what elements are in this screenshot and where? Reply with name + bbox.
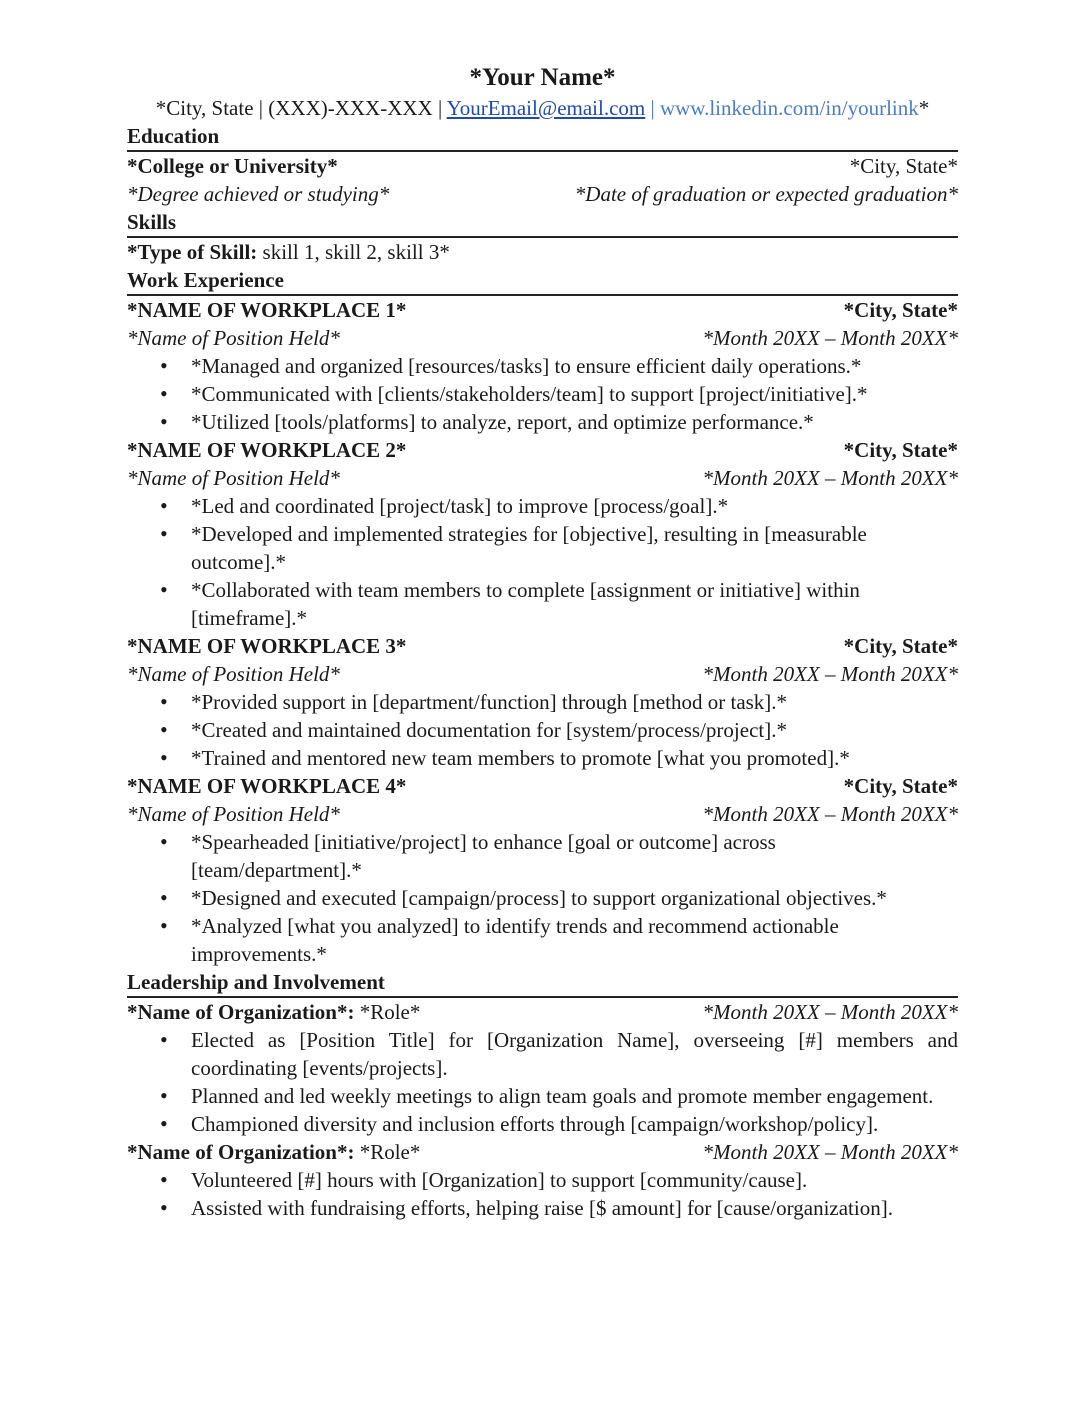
position-title: *Name of Position Held* [127, 466, 340, 490]
workplace-name: *NAME OF WORKPLACE 3* [127, 634, 407, 658]
bullet-item: • *Created and maintained documentation for [system/process/project].* [127, 716, 958, 744]
bullet-item: • Assisted with fundraising efforts, helping raise [$ amount] for [cause/organization]. [127, 1194, 958, 1222]
job-header-row [127, 296, 958, 324]
position-dates: *Month 20XX – Month 20XX* [702, 466, 958, 490]
workplace-name: *NAME OF WORKPLACE 2* [127, 438, 407, 462]
bullet-item: • *Led and coordinated [project/task] to improve [process/goal].* [127, 492, 887, 520]
skill-list: skill 1, skill 2, skill 3* [257, 240, 450, 264]
section-title-skills: Skills [127, 208, 958, 238]
org-role: *Role* [354, 1140, 421, 1164]
contact-separator: | [645, 96, 660, 120]
linkedin-link[interactable]: www.linkedin.com/in/yourlink [659, 96, 919, 120]
job-header-row [127, 772, 958, 800]
skills-row [127, 238, 958, 266]
job-header-row [127, 436, 958, 464]
workplace-location: *City, State* [843, 774, 958, 798]
workplace-location: *City, State* [843, 634, 958, 658]
contact-location-phone: *City, State | (XXX)-XXX-XXX | [155, 96, 447, 120]
workplace-name: *NAME OF WORKPLACE 4* [127, 774, 407, 798]
bullet-item: • *Managed and organized [resources/tasks] to ensure efficient daily operations.* [127, 352, 958, 380]
bullet-item: • *Communicated with [clients/stakeholders/team] to support [project/initiative].* [127, 380, 958, 408]
bullet-item: • *Collaborated with team members to complete [assignment or initiative] within [timeframe].* [127, 576, 887, 632]
bullet-item: • Elected as [Position Title] for [Organization Name], overseeing [#] members and coordinating [events/projects]. [127, 1026, 958, 1082]
org-name: *Name of Organization*: [127, 1000, 355, 1024]
bullet-item: • Championed diversity and inclusion efforts through [campaign/workshop/policy]. [127, 1110, 958, 1138]
section-title-leadership: Leadership and Involvement [127, 968, 958, 998]
org-dates: *Month 20XX – Month 20XX* [702, 1000, 958, 1024]
job-position-row [127, 324, 958, 352]
bullet-item: • *Trained and mentored new team members to promote [what you promoted].* [127, 744, 958, 772]
org-header-row [127, 998, 958, 1026]
position-title: *Name of Position Held* [127, 326, 340, 350]
job-position-row [127, 660, 958, 688]
bullet-item: • *Provided support in [department/function] through [method or task].* [127, 688, 958, 716]
job-header-row [127, 632, 958, 660]
org-name: *Name of Organization*: [127, 1140, 355, 1164]
workplace-location: *City, State* [843, 438, 958, 462]
org-name-role [127, 998, 420, 1026]
position-dates: *Month 20XX – Month 20XX* [702, 662, 958, 686]
bullet-item: • *Analyzed [what you analyzed] to identify trends and recommend actionable improvements.* [127, 912, 867, 968]
skill-type-label: *Type of Skill: [127, 240, 258, 264]
job-bullets [127, 492, 887, 632]
position-dates: *Month 20XX – Month 20XX* [702, 802, 958, 826]
job-bullets [127, 688, 958, 772]
org-bullets [127, 1166, 958, 1222]
org-dates: *Month 20XX – Month 20XX* [702, 1140, 958, 1164]
graduation-date: *Date of graduation or expected graduation* [574, 182, 958, 206]
org-name-role [127, 1138, 420, 1166]
job-position-row [127, 464, 958, 492]
workplace-location: *City, State* [843, 298, 958, 322]
resume-document [127, 62, 958, 1222]
workplace-name: *NAME OF WORKPLACE 1* [127, 298, 407, 322]
bullet-item: • *Utilized [tools/platforms] to analyze, report, and optimize performance.* [127, 408, 958, 436]
position-dates: *Month 20XX – Month 20XX* [702, 326, 958, 350]
school-name: *College or University* [127, 154, 338, 178]
job-entry [127, 772, 958, 968]
candidate-name: *Your Name* [469, 64, 616, 91]
degree: *Degree achieved or studying* [127, 182, 390, 206]
position-title: *Name of Position Held* [127, 662, 340, 686]
contact-suffix: * [918, 96, 930, 120]
org-bullets [127, 1026, 958, 1138]
education-detail-row [127, 180, 958, 208]
org-entry [127, 998, 958, 1138]
job-entry [127, 296, 958, 436]
job-entry [127, 632, 958, 772]
job-bullets [127, 352, 958, 436]
position-title: *Name of Position Held* [127, 802, 340, 826]
section-title-education: Education [127, 122, 958, 152]
org-header-row [127, 1138, 958, 1166]
bullet-item: • *Designed and executed [campaign/process] to support organizational objectives.* [127, 884, 867, 912]
bullet-item: • Planned and led weekly meetings to align team goals and promote member engagement. [127, 1082, 958, 1110]
job-entry [127, 436, 958, 632]
school-location: *City, State* [849, 154, 958, 178]
org-role: *Role* [354, 1000, 421, 1024]
section-title-work: Work Experience [127, 266, 958, 296]
org-entry [127, 1138, 958, 1222]
bullet-item: • *Developed and implemented strategies for [objective], resulting in [measurable outcome].* [127, 520, 887, 576]
education-row [127, 152, 958, 180]
bullet-item: • Volunteered [#] hours with [Organization] to support [community/cause]. [127, 1166, 958, 1194]
job-bullets [127, 828, 887, 968]
bullet-item: • *Spearheaded [initiative/project] to enhance [goal or outcome] across [team/department].* [127, 828, 867, 884]
job-position-row [127, 800, 958, 828]
contact-line [127, 94, 958, 122]
email-link[interactable]: YourEmail@email.com [446, 96, 646, 120]
